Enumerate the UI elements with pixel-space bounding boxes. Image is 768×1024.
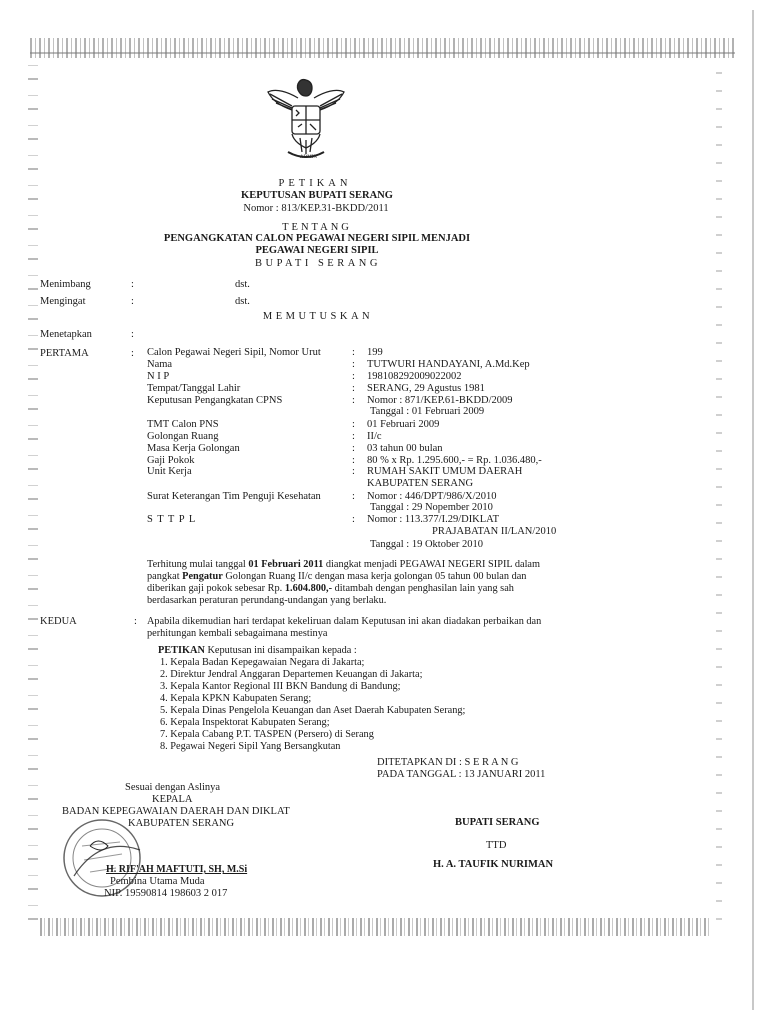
- svg-text:ADMIN: ADMIN: [300, 155, 317, 160]
- badan-title: BADAN KEPEGAWAIAN DAERAH DAN DIKLAT: [62, 806, 290, 817]
- garuda-emblem-icon: [262, 72, 350, 164]
- distribution-item: 2. Direktur Jendral Anggaran Departemen Keuangan di Jakarta;: [160, 669, 423, 680]
- mengingat-colon: :: [131, 296, 134, 307]
- field-label: Calon Pegawai Negeri Sipil, Nomor Urut: [147, 347, 321, 358]
- field-label: Surat Keterangan Tim Penguji Kesehatan: [147, 491, 321, 502]
- official-nip: NIP. 19590814 198603 2 017: [104, 888, 228, 899]
- field-label: N I P: [147, 371, 170, 382]
- field-colon: :: [352, 431, 355, 442]
- kedua-colon: :: [134, 616, 137, 627]
- field-label: S T T P L: [147, 514, 197, 525]
- menimbang-value: dst.: [235, 279, 250, 290]
- field-label: Masa Kerja Golongan: [147, 443, 240, 454]
- field-colon: :: [352, 419, 355, 430]
- distribution-intro: PETIKAN Keputusan ini disampaikan kepada :: [158, 645, 357, 656]
- field-value: II/c: [367, 431, 382, 442]
- field-label: Keputusan Pengangkatan CPNS: [147, 395, 283, 406]
- kedua-line2: perhitungan kembali sebagaimana mestinya: [147, 628, 328, 639]
- kedua-line1: Apabila dikemudian hari terdapat kekeliruan dalam Keputusan ini akan diadakan perbaikan dan: [147, 616, 542, 627]
- decree-title-line2: PEGAWAI NEGERI SIPIL: [255, 245, 379, 256]
- field-value: KABUPATEN SERANG: [367, 478, 474, 489]
- field-colon: :: [352, 359, 355, 370]
- field-colon: :: [352, 395, 355, 406]
- field-value: 199: [367, 347, 383, 358]
- paragraph-line1: Terhitung mulai tanggal 01 Februari 2011 diangkat menjadi PEGAWAI NEGERI SIPIL dalam: [147, 559, 541, 570]
- distribution-item: 1. Kepala Badan Kepegawaian Negara di Jakarta;: [160, 657, 365, 668]
- petikan-heading: PETIKAN: [278, 178, 352, 189]
- field-value: TUTWURI HANDAYANI, A.Md.Kep: [367, 359, 530, 370]
- field-colon: :: [352, 443, 355, 454]
- field-colon: :: [352, 514, 355, 525]
- decree-number: Nomor : 813/KEP.31-BKDD/2011: [243, 203, 389, 214]
- field-value: RUMAH SAKIT UMUM DAERAH: [367, 466, 523, 477]
- field-value: SERANG, 29 Agustus 1981: [367, 383, 485, 394]
- keputusan-heading: KEPUTUSAN BUPATI SERANG: [241, 190, 393, 201]
- field-label: Nama: [147, 359, 173, 370]
- field-colon: :: [352, 491, 355, 502]
- field-value: Tanggal : 01 Februari 2009: [370, 406, 485, 417]
- field-label: TMT Calon PNS: [147, 419, 219, 430]
- field-label: Tempat/Tanggal Lahir: [147, 383, 241, 394]
- distribution-item: 8. Pegawai Negeri Sipil Yang Bersangkutan: [160, 741, 341, 752]
- field-colon: :: [352, 455, 355, 466]
- bottom-border-ornament: [40, 918, 712, 936]
- mengingat-value: dst.: [235, 296, 250, 307]
- bupati-heading: BUPATI SERANG: [255, 258, 381, 269]
- field-colon: :: [352, 466, 355, 477]
- pertama-colon: :: [131, 348, 134, 359]
- ditetapkan-line: DITETAPKAN DI : S E R A N G: [377, 757, 519, 768]
- field-label: Gaji Pokok: [147, 455, 195, 466]
- kabupaten-title: KABUPATEN SERANG: [128, 818, 235, 829]
- distribution-item: 4. Kepala KPKN Kabupaten Serang;: [160, 693, 312, 704]
- official-name: H. RIF'AH MAFTUTI, SH, M.Si: [106, 864, 248, 875]
- field-value: Nomor : 871/KEP.61-BKDD/2009: [367, 395, 513, 406]
- field-value: PRAJABATAN II/LAN/2010: [432, 526, 557, 537]
- kepala-title: KEPALA: [152, 794, 193, 805]
- sesuai-aslinya: Sesuai dengan Aslinya: [125, 782, 221, 793]
- field-label: Unit Kerja: [147, 466, 192, 477]
- paragraph-line3: diberikan gaji pokok sebesar Rp. 1.604.800,- ditambah dengan penghasilan lain yang sah: [147, 583, 514, 594]
- top-border-ornament: [30, 38, 735, 58]
- pada-tanggal-line: PADA TANGGAL : 13 JANUARI 2011: [377, 769, 546, 780]
- field-value: Nomor : 113.377/I.29/DIKLAT: [367, 514, 500, 525]
- memutuskan-heading: MEMUTUSKAN: [262, 311, 374, 322]
- distribution-item: 6. Kepala Inspektorat Kabupaten Serang;: [160, 717, 330, 728]
- pertama-label: PERTAMA: [40, 348, 89, 359]
- kedua-label: KEDUA: [40, 616, 77, 627]
- menimbang-label: Menimbang: [40, 279, 91, 290]
- field-value: 80 % x Rp. 1.295.600,- = Rp. 1.036.480,-: [367, 455, 542, 466]
- field-value: 198108292009022002: [367, 371, 462, 382]
- official-rank: Pembina Utama Muda: [110, 876, 205, 887]
- menimbang-colon: :: [131, 279, 134, 290]
- left-border-ornament: [28, 60, 38, 920]
- field-value: Nomor : 446/DPT/986/X/2010: [367, 491, 497, 502]
- distribution-item: 7. Kepala Cabang P.T. TASPEN (Persero) di Serang: [160, 729, 374, 740]
- ttd-mark: TTD: [486, 840, 507, 851]
- field-colon: :: [352, 371, 355, 382]
- field-value: Tanggal : 19 Oktober 2010: [370, 539, 483, 550]
- field-colon: :: [352, 383, 355, 394]
- field-colon: :: [352, 347, 355, 358]
- mengingat-label: Mengingat: [40, 296, 86, 307]
- menetapkan-label: Menetapkan: [40, 329, 92, 340]
- bupati-serang-title: BUPATI SERANG: [455, 817, 540, 828]
- scan-edge: [752, 10, 754, 1010]
- tentang-heading: TENTANG: [282, 222, 352, 233]
- paragraph-line2: pangkat Pengatur Golongan Ruang II/c dengan masa kerja golongan 05 tahun 00 bulan dan: [147, 571, 527, 582]
- field-value: Tanggal : 29 Nopember 2010: [370, 502, 493, 513]
- top-border-line: [30, 52, 735, 54]
- distribution-item: 3. Kepala Kantor Regional III BKN Bandung di Bandung;: [160, 681, 401, 692]
- distribution-item: 5. Kepala Dinas Pengelola Keuangan dan Aset Daerah Kabupaten Serang;: [160, 705, 466, 716]
- paragraph-line4: berdasarkan peraturan perundang-undangan yang berlaku.: [147, 595, 387, 606]
- right-border-ornament: [716, 60, 722, 920]
- field-value: 01 Februari 2009: [367, 419, 440, 430]
- field-value: 03 tahun 00 bulan: [367, 443, 443, 454]
- decree-title-line1: PENGANGKATAN CALON PEGAWAI NEGERI SIPIL MENJADI: [163, 233, 471, 244]
- field-label: Golongan Ruang: [147, 431, 219, 442]
- menetapkan-colon: :: [131, 329, 134, 340]
- bupati-name: H. A. TAUFIK NURIMAN: [433, 859, 554, 870]
